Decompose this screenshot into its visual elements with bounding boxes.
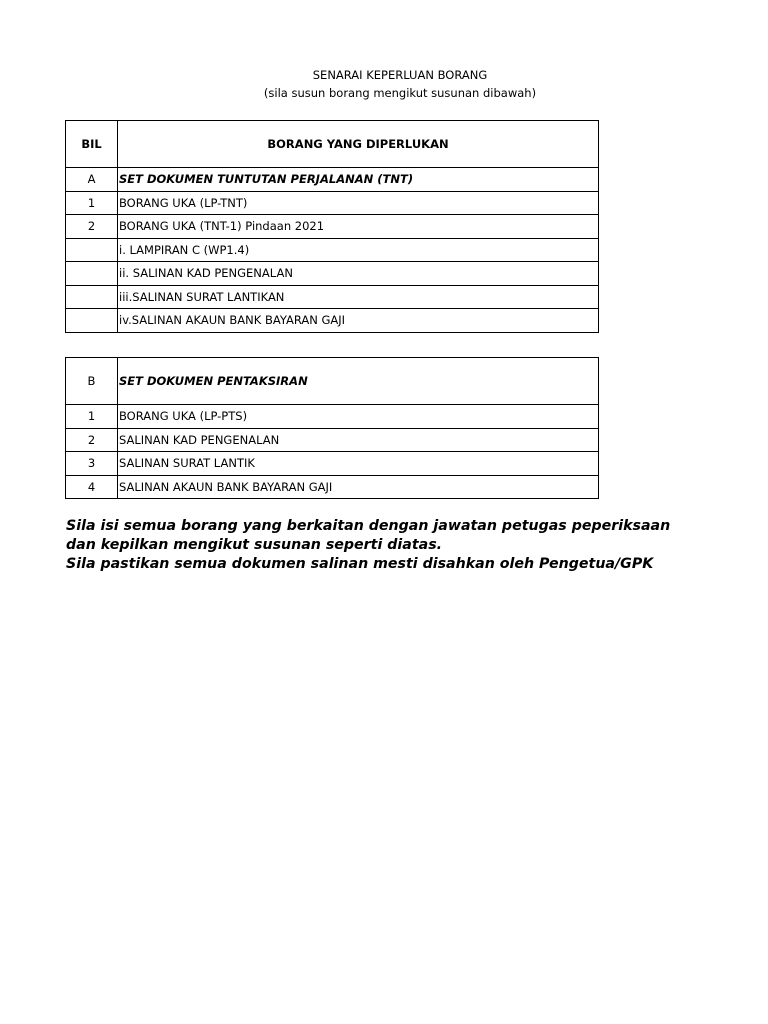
table-row [66, 309, 599, 333]
section-label-tnt: SET DOKUMEN TUNTUTAN PERJALANAN (TNT) [118, 168, 599, 192]
row-bil: 1 [66, 191, 118, 215]
row-item: BORANG UKA (LP-TNT) [118, 191, 599, 215]
table-row [66, 262, 599, 286]
row-bil: 4 [66, 475, 118, 499]
row-item: iv.SALINAN AKAUN BANK BAYARAN GAJI [118, 309, 599, 333]
row-item: SALINAN SURAT LANTIK [118, 452, 599, 476]
row-bil [66, 262, 118, 286]
row-item: ii. SALINAN KAD PENGENALAN [118, 262, 599, 286]
row-item: SALINAN AKAUN BANK BAYARAN GAJI [118, 475, 599, 499]
row-bil: 2 [66, 215, 118, 239]
table-row [66, 215, 599, 239]
row-item: BORANG UKA (LP-PTS) [118, 405, 599, 429]
row-bil [66, 285, 118, 309]
section-row-b [66, 358, 599, 405]
table-header-row [66, 121, 599, 168]
table-set-tnt [65, 120, 599, 333]
table-row [66, 285, 599, 309]
instruction-line-1: Sila isi semua borang yang berkaitan dengan jawatan petugas peperiksaan [66, 518, 671, 534]
section-bil-b: B [66, 358, 118, 405]
instruction-line-3: Sila pastikan semua dokumen salinan mesti disahkan oleh Pengetua/GPK [66, 556, 654, 572]
column-header-borang: BORANG YANG DIPERLUKAN [118, 121, 599, 168]
row-bil [66, 238, 118, 262]
table-row [66, 405, 599, 429]
row-item: i. LAMPIRAN C (WP1.4) [118, 238, 599, 262]
document-title: SENARAI KEPERLUAN BORANG [312, 68, 488, 82]
document-header [200, 66, 600, 102]
row-bil: 1 [66, 405, 118, 429]
section-bil-a: A [66, 168, 118, 192]
table-row [66, 428, 599, 452]
document-subtitle: (sila susun borang mengikut susunan dibawah) [263, 86, 537, 100]
row-item: iii.SALINAN SURAT LANTIKAN [118, 285, 599, 309]
table-row [66, 475, 599, 499]
instruction-notes [66, 517, 671, 574]
table-row [66, 238, 599, 262]
row-bil [66, 309, 118, 333]
row-item: BORANG UKA (TNT-1) Pindaan 2021 [118, 215, 599, 239]
section-label-pentaksiran: SET DOKUMEN PENTAKSIRAN [118, 358, 599, 405]
row-bil: 3 [66, 452, 118, 476]
section-row-a [66, 168, 599, 192]
table-row [66, 452, 599, 476]
row-bil: 2 [66, 428, 118, 452]
table-row [66, 191, 599, 215]
instruction-line-2: dan kepilkan mengikut susunan seperti diatas. [66, 537, 443, 553]
row-item: SALINAN KAD PENGENALAN [118, 428, 599, 452]
column-header-bil: BIL [66, 121, 118, 168]
table-set-pentaksiran [65, 357, 599, 499]
